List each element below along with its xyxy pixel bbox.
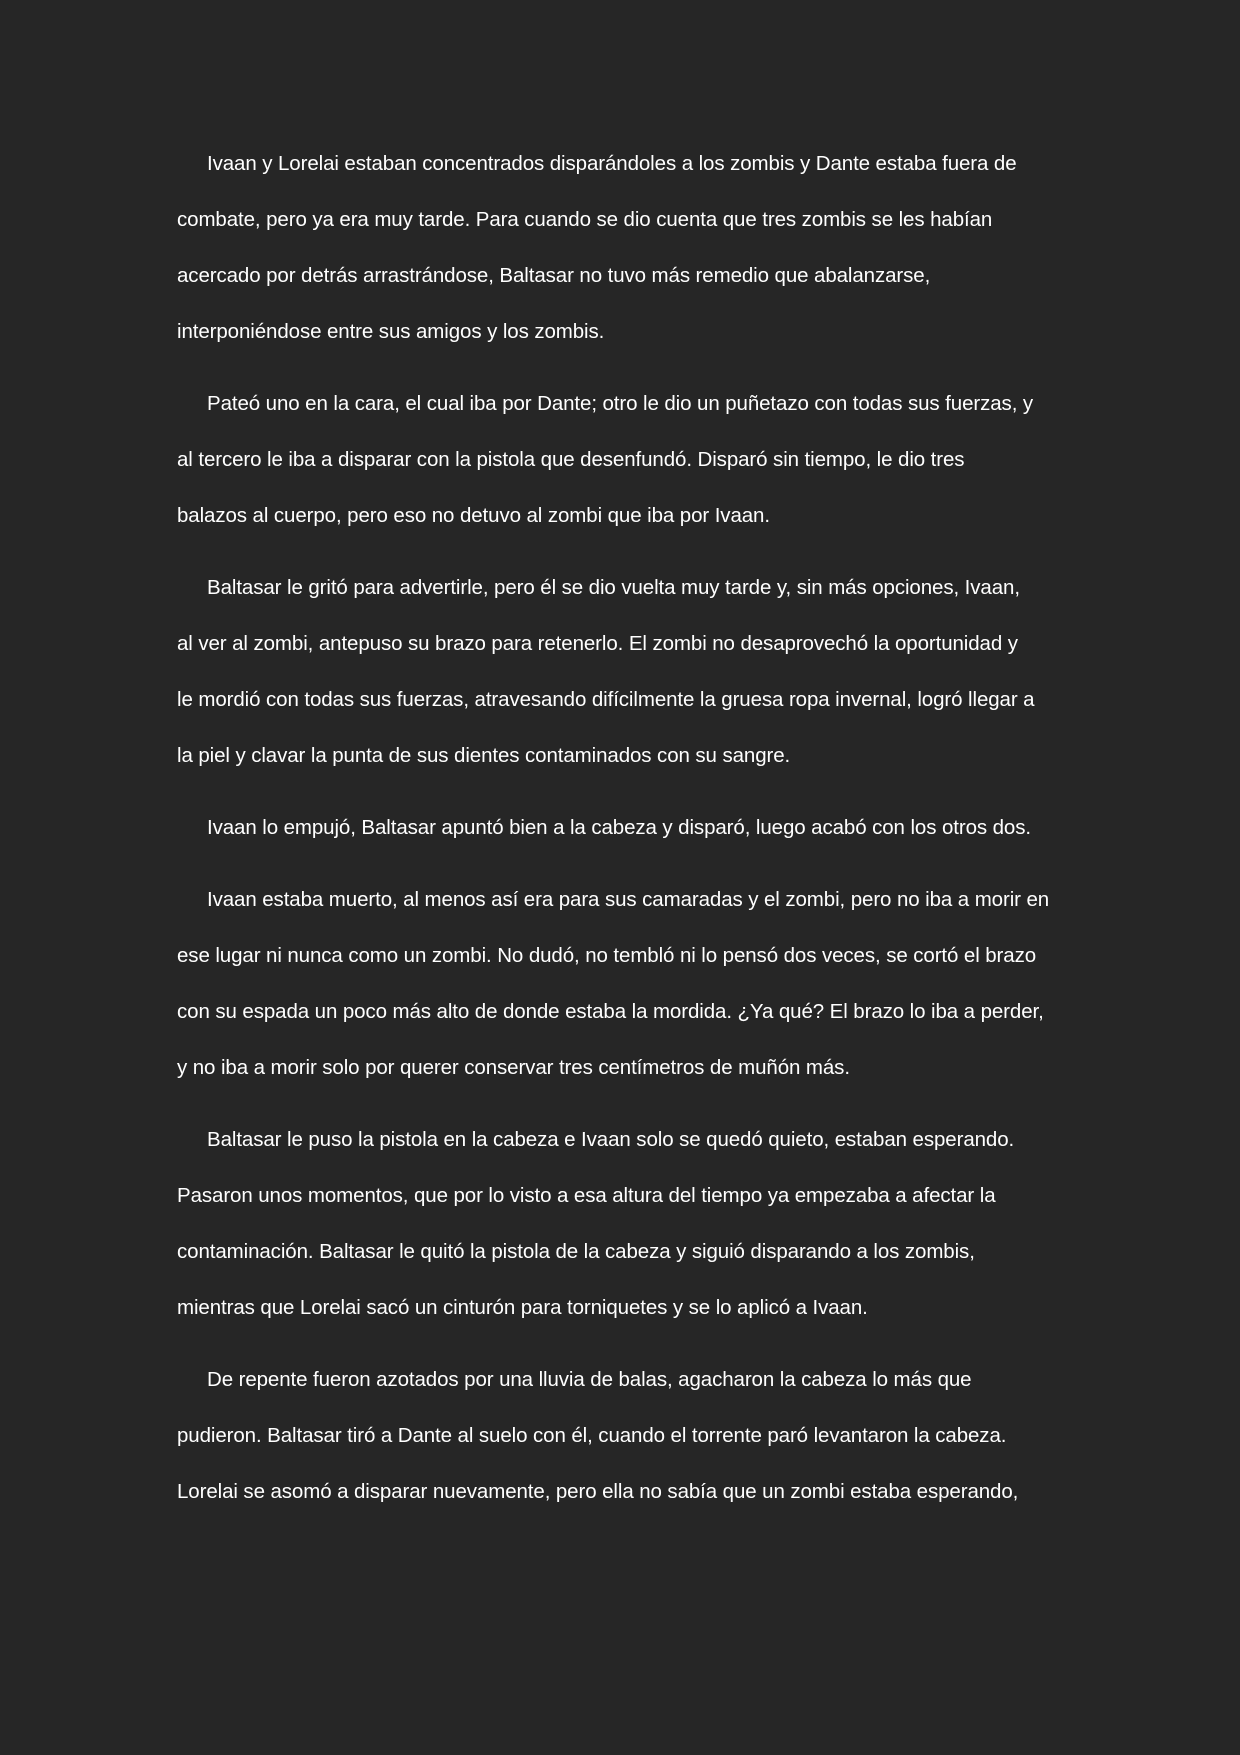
text-line: combate, pero ya era muy tarde. Para cuando se dio cuenta que tres zombis se les habían [177,208,993,231]
text-line: Pasaron unos momentos, que por lo visto a esa altura del tiempo ya empezaba a afectar la [177,1184,996,1207]
text-line: Baltasar le gritó para advertirle, pero él se dio vuelta muy tarde y, sin más opciones, Ivaan, [207,576,1020,599]
text-line: interponiéndose entre sus amigos y los zombis. [177,320,605,343]
text-line: contaminación. Baltasar le quitó la pistola de la cabeza y siguió disparando a los zombis, [177,1240,975,1263]
text-line: Ivaan estaba muerto, al menos así era para sus camaradas y el zombi, pero no iba a morir en [207,888,1050,911]
paragraph [177,872,1067,1096]
document-body [177,136,1067,1536]
text-line: pudieron. Baltasar tiró a Dante al suelo con él, cuando el torrente paró levantaron la cabeza. [177,1424,1007,1447]
text-line: con su espada un poco más alto de donde estaba la mordida. ¿Ya qué? El brazo lo iba a perder, [177,1000,1044,1023]
text-line: De repente fueron azotados por una lluvia de balas, agacharon la cabeza lo más que [207,1368,972,1391]
paragraph [177,1352,1067,1520]
text-line: acercado por detrás arrastrándose, Baltasar no tuvo más remedio que abalanzarse, [177,264,931,287]
text-line: y no iba a morir solo por querer conservar tres centímetros de muñón más. [177,1056,850,1079]
paragraph [177,136,1067,360]
paragraph [177,1112,1067,1336]
text-line: Ivaan y Lorelai estaban concentrados disparándoles a los zombis y Dante estaba fuera de [207,152,1017,175]
text-line: Pateó uno en la cara, el cual iba por Dante; otro le dio un puñetazo con todas sus fuerzas, y [207,392,1034,415]
text-line: mientras que Lorelai sacó un cinturón para torniquetes y se lo aplicó a Ivaan. [177,1296,868,1319]
text-line: ese lugar ni nunca como un zombi. No dudó, no tembló ni lo pensó dos veces, se cortó el brazo [177,944,1037,967]
text-line: al tercero le iba a disparar con la pistola que desenfundó. Disparó sin tiempo, le dio tres [177,448,965,471]
text-line: Lorelai se asomó a disparar nuevamente, pero ella no sabía que un zombi estaba esperando, [177,1480,1019,1503]
text-line: balazos al cuerpo, pero eso no detuvo al zombi que iba por Ivaan. [177,504,770,527]
text-line: al ver al zombi, antepuso su brazo para retenerlo. El zombi no desaprovechó la oportunidad y [177,632,1018,655]
text-line: la piel y clavar la punta de sus dientes contaminados con su sangre. [177,744,791,767]
text-line: Baltasar le puso la pistola en la cabeza e Ivaan solo se quedó quieto, estaban esperando. [207,1128,1015,1151]
paragraph [177,376,1067,544]
text-line: Ivaan lo empujó, Baltasar apuntó bien a la cabeza y disparó, luego acabó con los otros dos. [207,816,1031,839]
paragraph [177,800,1067,856]
paragraph [177,560,1067,784]
text-line: le mordió con todas sus fuerzas, atravesando difícilmente la gruesa ropa invernal, logró llegar a [177,688,1035,711]
